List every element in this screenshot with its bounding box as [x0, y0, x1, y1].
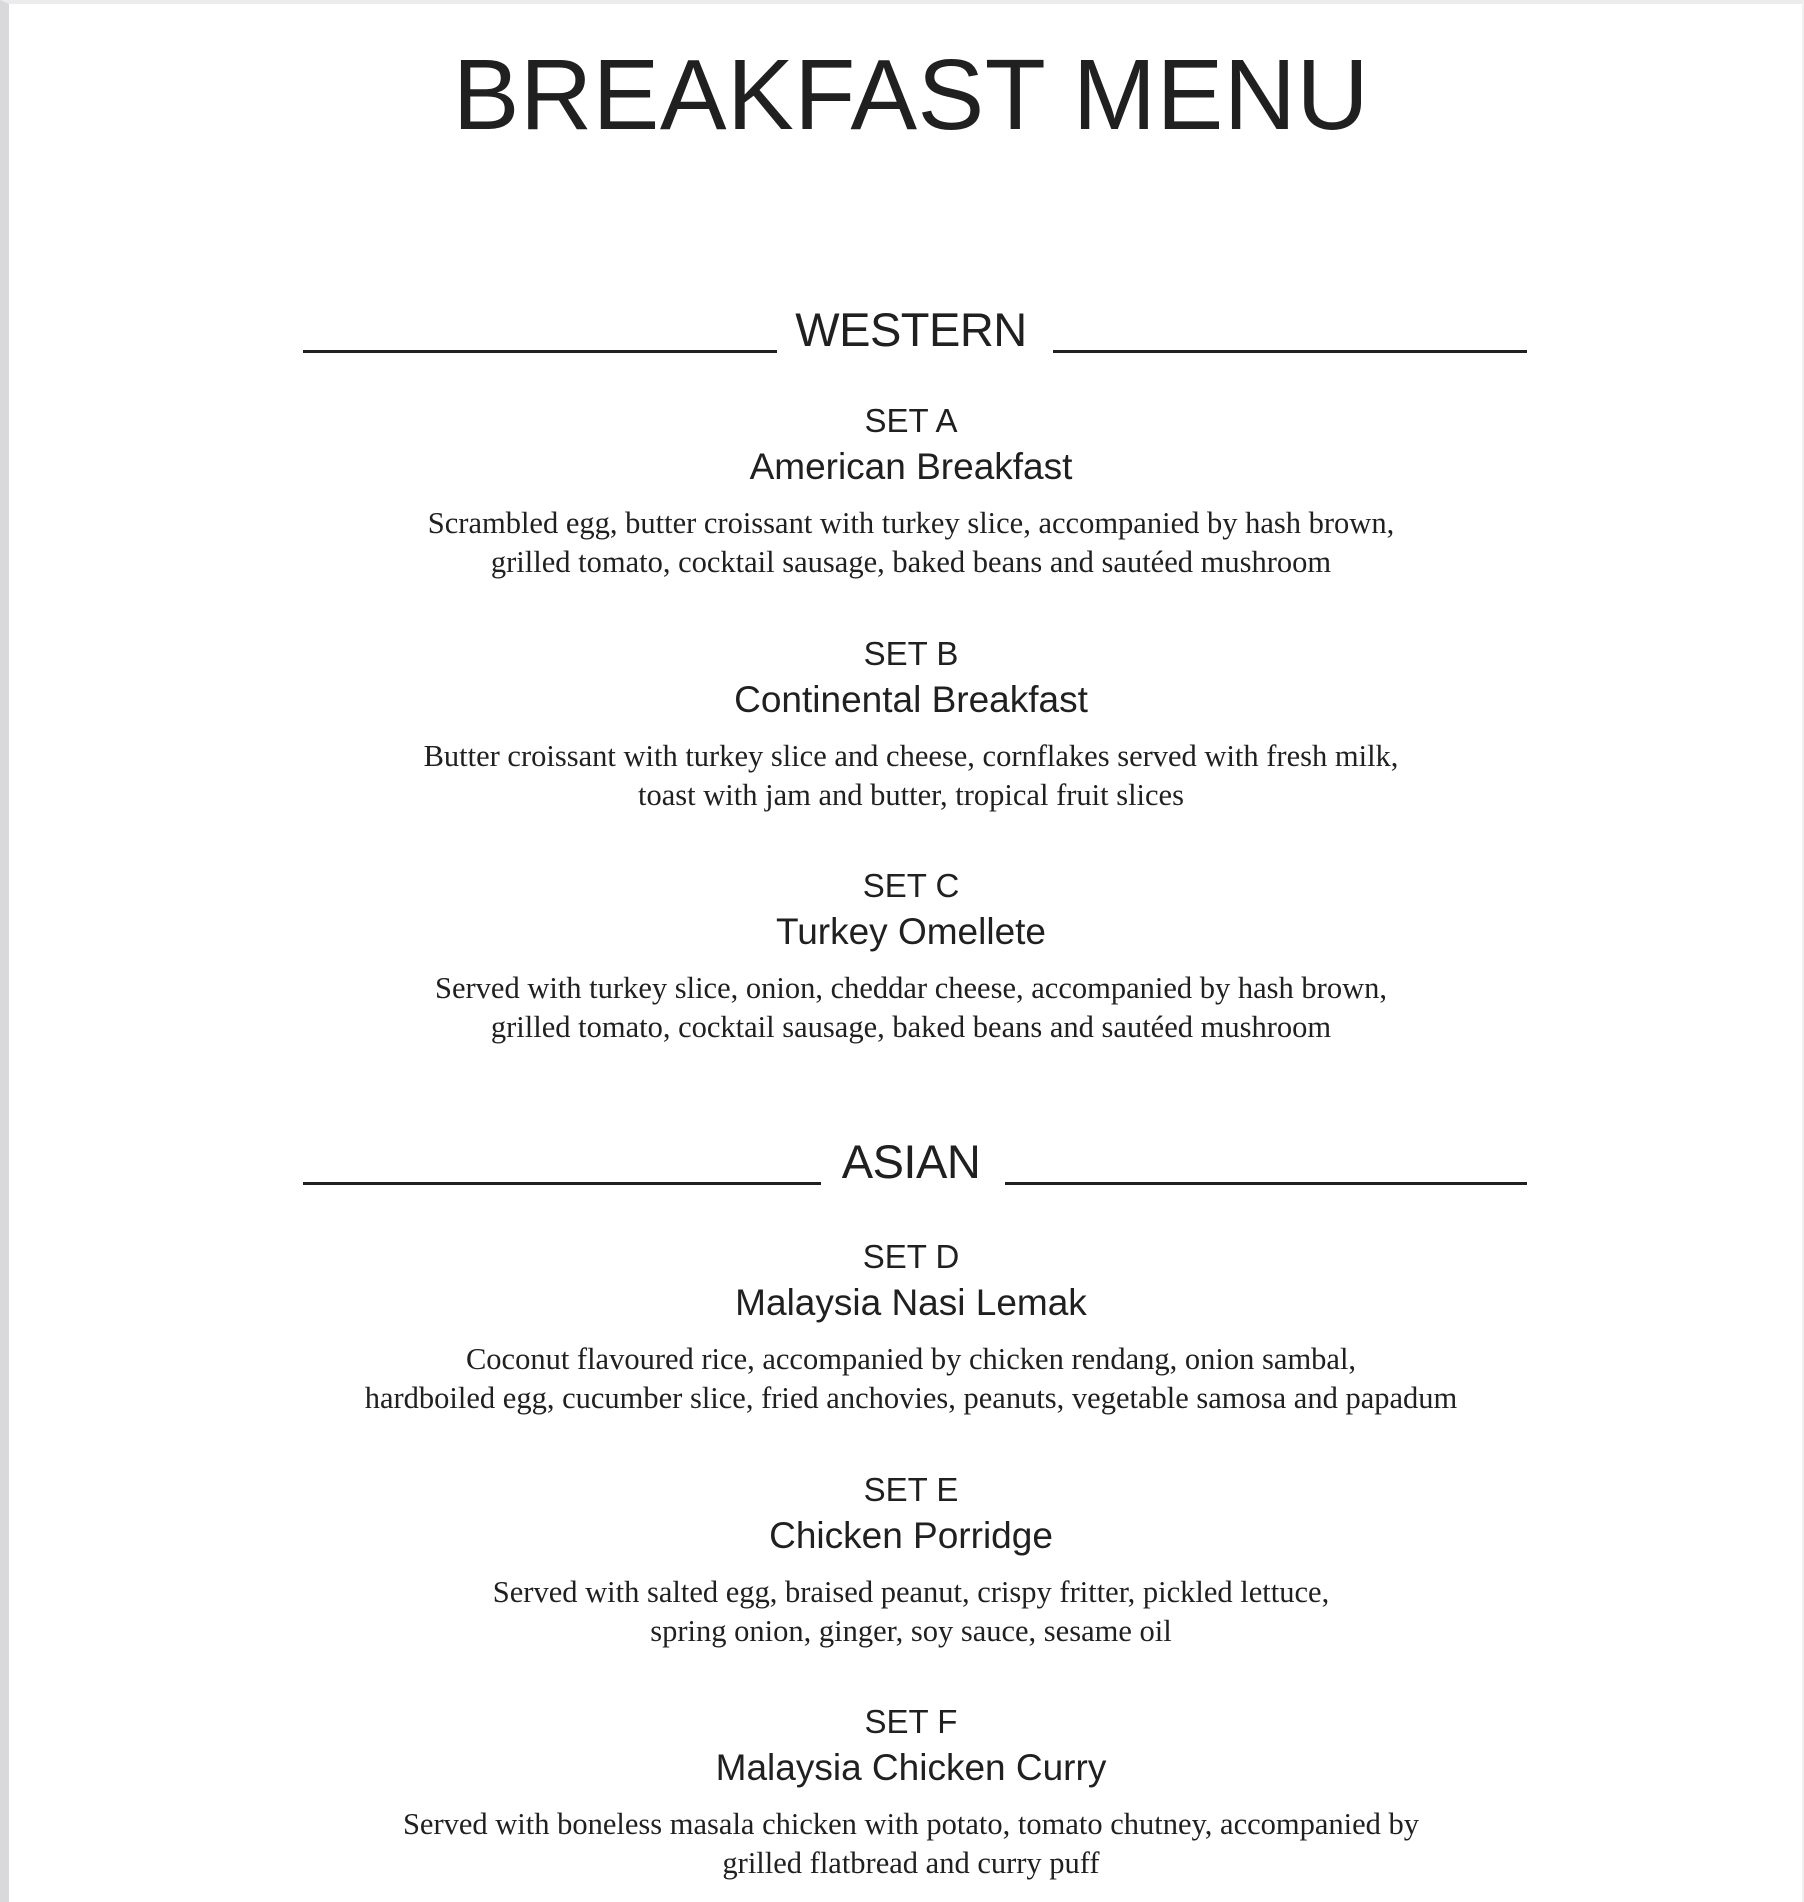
- set-code: SET F: [864, 1703, 958, 1740]
- menu-item-set-f: [9, 1701, 1804, 1883]
- dish-description: [9, 737, 1804, 815]
- description-line: toast with jam and butter, tropical fruit slices: [638, 778, 1184, 812]
- section-rule-right-asian: [1005, 1182, 1527, 1185]
- dish-description: [9, 1805, 1804, 1883]
- dish-name: Turkey Omellete: [775, 911, 1047, 952]
- dish-description: [9, 1340, 1804, 1418]
- set-code: SET E: [863, 1471, 959, 1508]
- description-line: Scrambled egg, butter croissant with turkey slice, accompanied by hash brown,: [427, 506, 1395, 540]
- description-line: Served with salted egg, braised peanut, crispy fritter, pickled lettuce,: [492, 1575, 1330, 1609]
- description-line: Served with boneless masala chicken with potato, tomato chutney, accompanied by: [402, 1807, 1420, 1841]
- menu-item-set-a: [9, 400, 1804, 582]
- section-rule-right-western: [1053, 350, 1527, 353]
- description-line: grilled tomato, cocktail sausage, baked beans and sautéed mushroom: [490, 1010, 1332, 1044]
- menu-item-set-b: [9, 633, 1804, 815]
- dish-description: [9, 504, 1804, 582]
- description-line: Served with turkey slice, onion, cheddar cheese, accompanied by hash brown,: [435, 971, 1387, 1005]
- dish-name: Chicken Porridge: [769, 1515, 1053, 1556]
- description-line: Coconut flavoured rice, accompanied by chicken rendang, onion sambal,: [465, 1342, 1357, 1376]
- menu-item-set-c: [9, 865, 1804, 1047]
- set-code: SET D: [862, 1238, 960, 1275]
- description-line: grilled flatbread and curry puff: [722, 1846, 1100, 1880]
- section-heading-western: WESTERN: [795, 303, 1027, 356]
- description-line: Butter croissant with turkey slice and cheese, cornflakes served with fresh milk,: [423, 739, 1399, 773]
- dish-name: Continental Breakfast: [734, 679, 1088, 720]
- dish-description: [9, 1573, 1804, 1651]
- dish-name: American Breakfast: [749, 446, 1073, 487]
- description-line: hardboiled egg, cucumber slice, fried anchovies, peanuts, vegetable samosa and papadum: [364, 1381, 1458, 1415]
- set-code: SET A: [864, 402, 958, 439]
- menu-item-set-d: [9, 1236, 1804, 1418]
- dish-description: [9, 969, 1804, 1047]
- dish-name: Malaysia Nasi Lemak: [735, 1282, 1087, 1323]
- description-line: grilled tomato, cocktail sausage, baked beans and sautéed mushroom: [490, 545, 1332, 579]
- set-code: SET B: [863, 635, 959, 672]
- description-line: spring onion, ginger, soy sauce, sesame oil: [650, 1614, 1172, 1648]
- page-title: BREAKFAST MENU: [452, 39, 1370, 151]
- set-code: SET C: [862, 867, 960, 904]
- dish-name: Malaysia Chicken Curry: [715, 1747, 1107, 1788]
- menu-item-set-e: [9, 1469, 1804, 1651]
- section-heading-asian: ASIAN: [841, 1135, 981, 1188]
